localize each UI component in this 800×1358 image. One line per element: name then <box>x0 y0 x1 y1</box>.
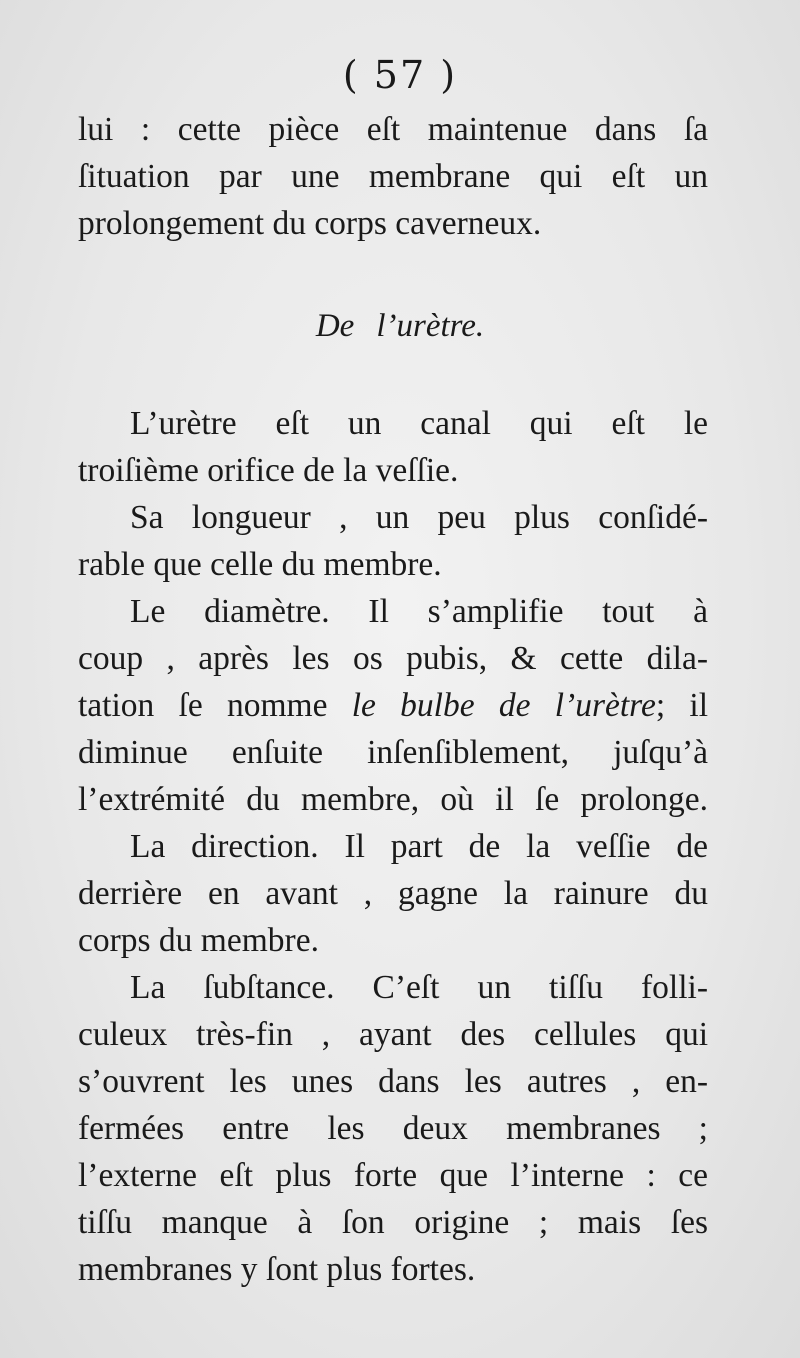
section-heading-word: De <box>315 308 355 344</box>
italic-term: le bulbe de l’urètre <box>351 687 656 724</box>
paragraph-first-line: Sa longueur , un peu plus conſidé- <box>130 499 708 536</box>
text-line: membranes y ſont plus fortes. <box>78 1251 476 1288</box>
text-fragment: tation ſe nomme <box>78 687 352 724</box>
text-line: lui : cette pièce eſt maintenue dans ſa <box>78 111 708 148</box>
text-line: tiſſu manque à ſon origine ; mais ſes <box>78 1204 708 1241</box>
text-line-with-italic <box>78 682 708 729</box>
paragraph-first-line: La ſubſtance. C’eſt un tiſſu folli- <box>130 969 708 1006</box>
text-line: ſituation par une membrane qui eſt un <box>78 158 708 195</box>
text-line: fermées entre les deux membranes ; <box>78 1110 708 1147</box>
text-fragment: ; il <box>655 687 708 724</box>
body-text <box>78 400 708 1293</box>
text-line: corps du membre. <box>78 922 319 959</box>
text-line: rable que celle du membre. <box>78 546 442 583</box>
text-line: l’externe eſt plus forte que l’interne : ce <box>78 1157 708 1194</box>
section-heading-word: l’urètre. <box>376 308 485 344</box>
text-line: diminue enſuite inſenſiblement, juſqu’à <box>78 734 708 771</box>
text-line: troiſième orifice de la veſſie. <box>78 452 459 489</box>
text-line: derrière en avant , gagne la rainure du <box>78 875 708 912</box>
text-line: s’ouvrent les unes dans les autres , en- <box>78 1063 708 1100</box>
paragraph-first-line: L’urètre eſt un canal qui eſt le <box>130 405 708 442</box>
paragraph-first-line: Le diamètre. Il s’amplifie tout à <box>130 593 708 630</box>
continued-paragraph <box>78 106 708 247</box>
text-line: coup , après les os pubis, & cette dila- <box>78 640 708 677</box>
section-heading <box>0 304 800 348</box>
page-number: ( 57 ) <box>342 53 458 97</box>
text-line: l’extrémité du membre, où il ſe prolonge. <box>78 781 708 818</box>
text-line: culeux très-fin , ayant des cellules qui <box>78 1016 708 1053</box>
paragraph-first-line: La direction. Il part de la veſſie de <box>130 828 708 865</box>
text-line: prolongement du corps caverneux. <box>78 205 542 242</box>
